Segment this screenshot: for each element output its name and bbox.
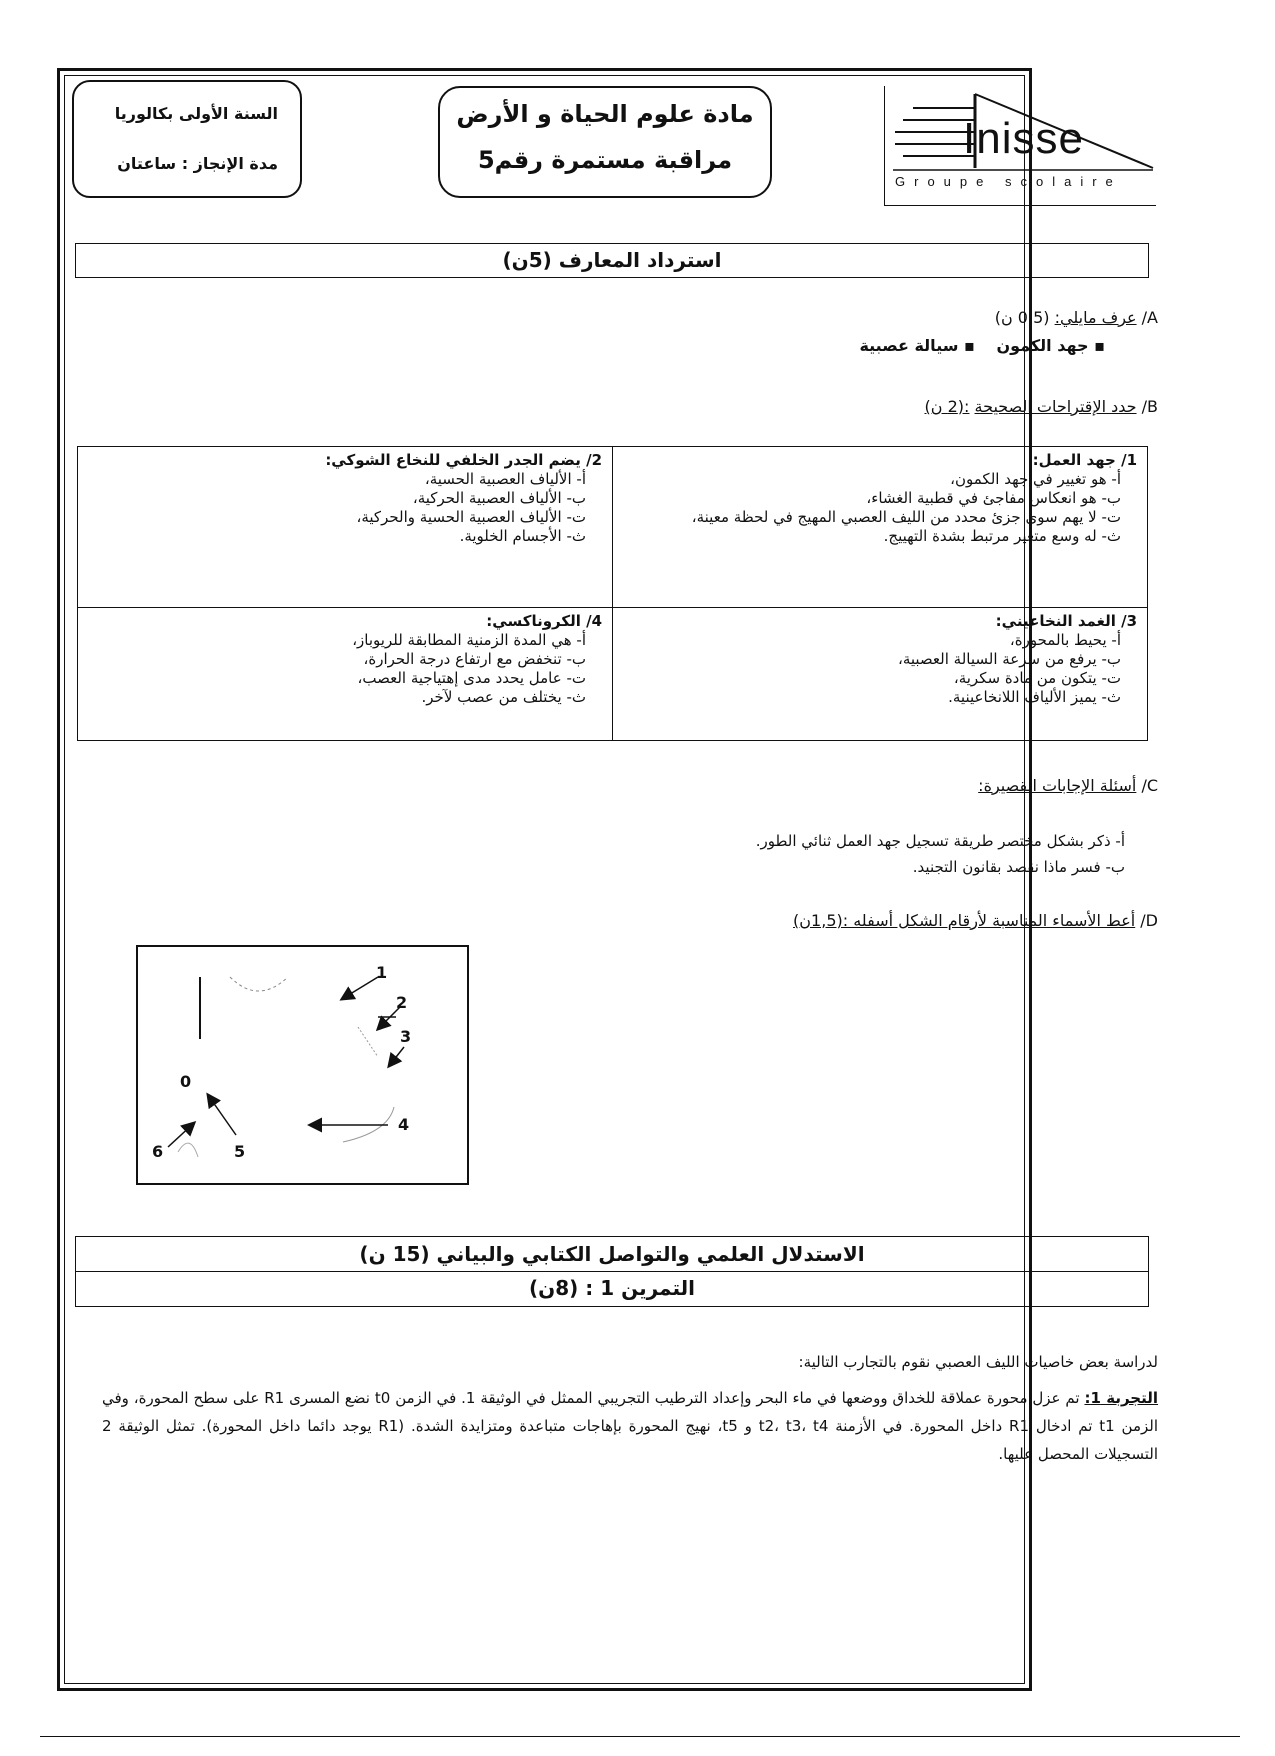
partD-heading (793, 911, 1158, 930)
section-reasoning-title: الاستدلال العلمي والتواصل الكتابي والبياني (15 ن) (75, 1236, 1149, 1272)
partC-item-2: ب- فسر ماذا نقصد بقانون التجنيد. (912, 858, 1125, 876)
table-row (78, 608, 1148, 741)
q1-option: أ- هو تغيير في جهد الكمون، (950, 470, 1121, 488)
exercise1-title: التمرين 1 : (8ن) (75, 1272, 1149, 1307)
partB-points: :(2 ن) (924, 397, 970, 416)
partB-heading (925, 397, 1158, 416)
partB-title: حدد الإقتراحات الصحيحة (974, 397, 1137, 416)
mcq-cell-q1 (613, 447, 1148, 608)
bottom-rule (40, 1736, 1240, 1737)
figure-number: 1 (376, 963, 388, 982)
q2-option: ب- الألياف العصبية الحركية، (412, 489, 586, 507)
q1-option: ث- له وسع متغير مرتبط بشدة التهييج. (883, 527, 1121, 545)
partA-points: (0,5 ن) (994, 308, 1050, 327)
experiment-1-text: تم عزل محورة عملاقة للخداق ووضعها في ماء البحر وإعداد الترطيب التجريبي الممثل في الوثيقة 1. في الزمن t0 نضع المسرى R1 على سطح المحورة، وفي الزمن t1 تم ادخال R1 داخل المحورة. في الأزمنة t2، t3، t4 و t5، نهيج المحورة بإهاجات متباعدة ومتزايدة الشدة. (R1 يوجد دائما داخل المحورة). تمثل الوثيقة 2 التسجيلات المحصل عليها. (102, 1389, 1158, 1463)
exam-title: مراقبة مستمرة رقم5 (477, 146, 733, 174)
figure-number: 4 (398, 1115, 410, 1134)
q3-option: أ- يحيط بالمحورة، (1009, 631, 1121, 649)
q2-option: ت- الألياف العصبية الحسية والحركية، (356, 508, 586, 526)
header-title-box (438, 86, 772, 198)
partD-label: D/ (1140, 911, 1158, 930)
q1-option: ت- لا يهم سوى جزئ محدد من الليف العصبي المهيج في لحظة معينة، (691, 508, 1121, 526)
experiment-1-label: التجربة 1: (1084, 1389, 1159, 1407)
figure-number: 5 (234, 1142, 246, 1161)
header-level-box (72, 80, 302, 198)
q2-option: ث- الأجسام الخلوية. (459, 527, 586, 545)
figure-number: 6 (152, 1142, 164, 1161)
subject-title: مادة علوم الحياة و الأرض (456, 100, 754, 128)
q4-option: ث- يختلف من عصب لآخر. (421, 688, 586, 706)
partA-title: عرف مايلي: (1054, 308, 1137, 327)
q4-option: ت- عامل يحدد مدى إهتياجية العصب، (357, 669, 586, 687)
duration-text: مدة الإنجاز : ساعتان (117, 154, 278, 173)
section-knowledge-title: استرداد المعارف (5ن) (75, 243, 1149, 278)
partB-label: B/ (1141, 397, 1158, 416)
neuron-figure-drawing (138, 947, 466, 1182)
q2-title: 2/ يضم الجدر الخلفي للنخاع الشوكي: (325, 451, 602, 469)
partA-item-bullet: ▪ (958, 336, 975, 355)
q3-option: ب- يرفع من سرعة السيالة العصبية، (897, 650, 1121, 668)
level-text: السنة الأولى بكالوريا (114, 104, 278, 123)
q3-option: ث- يميز الألياف اللانخاعينية. (948, 688, 1121, 706)
neuron-figure (136, 945, 469, 1185)
q3-title: 3/ الغمد النخاعيني: (995, 612, 1137, 630)
q3-option: ت- يتكون من مادة سكرية، (953, 669, 1121, 687)
partA-item-bullet: ▪ (1088, 336, 1105, 355)
logo-box (884, 86, 1156, 206)
figure-number: 0 (180, 1072, 192, 1091)
partC-item-1: أ- ذكر بشكل مختصر طريقة تسجيل جهد العمل ثنائي الطور. (755, 832, 1125, 850)
mcq-cell-q4 (78, 608, 613, 741)
partC-heading (978, 776, 1158, 795)
q4-option: أ- هي المدة الزمنية المطابقة للريوباز، (352, 631, 586, 649)
mcq-cell-q3 (613, 608, 1148, 741)
partA-heading (995, 308, 1158, 327)
q1-title: 1/ جهد العمل: (1032, 451, 1137, 469)
partA-label: A/ (1141, 308, 1158, 327)
q2-option: أ- الألياف العصبية الحسية، (424, 470, 586, 488)
partA-item-1: جهد الكمون (996, 336, 1089, 355)
q4-option: ب- تنخفض مع ارتفاع درجة الحرارة، (363, 650, 586, 668)
q4-title: 4/ الكروناكسي: (486, 612, 602, 630)
q1-option: ب- هو انعكاس مفاجئ في قطبية الغشاء، (866, 489, 1121, 507)
mcq-cell-q2 (78, 447, 613, 608)
partA-item-2: سيالة عصبية (859, 336, 959, 355)
exercise1-experiment-1 (102, 1384, 1158, 1468)
figure-number: 3 (400, 1027, 412, 1046)
figure-number: 2 (396, 993, 408, 1012)
partC-title: أسئلة الإجابات القصيرة: (978, 776, 1137, 795)
exercise1-intro: لدراسة بعض خاصيات الليف العصبي نقوم بالتجارب التالية: (798, 1353, 1158, 1371)
table-row (78, 447, 1148, 608)
mcq-table (77, 446, 1148, 741)
partC-label: C/ (1141, 776, 1158, 795)
logo-subtitle: Groupe scolaire (895, 174, 1122, 189)
partD-title: أعط الأسماء المناسبة لأرقام الشكل أسفله :(1,5ن) (793, 911, 1136, 930)
partA-items (859, 336, 1105, 355)
logo-name: Inisse (963, 114, 1084, 163)
